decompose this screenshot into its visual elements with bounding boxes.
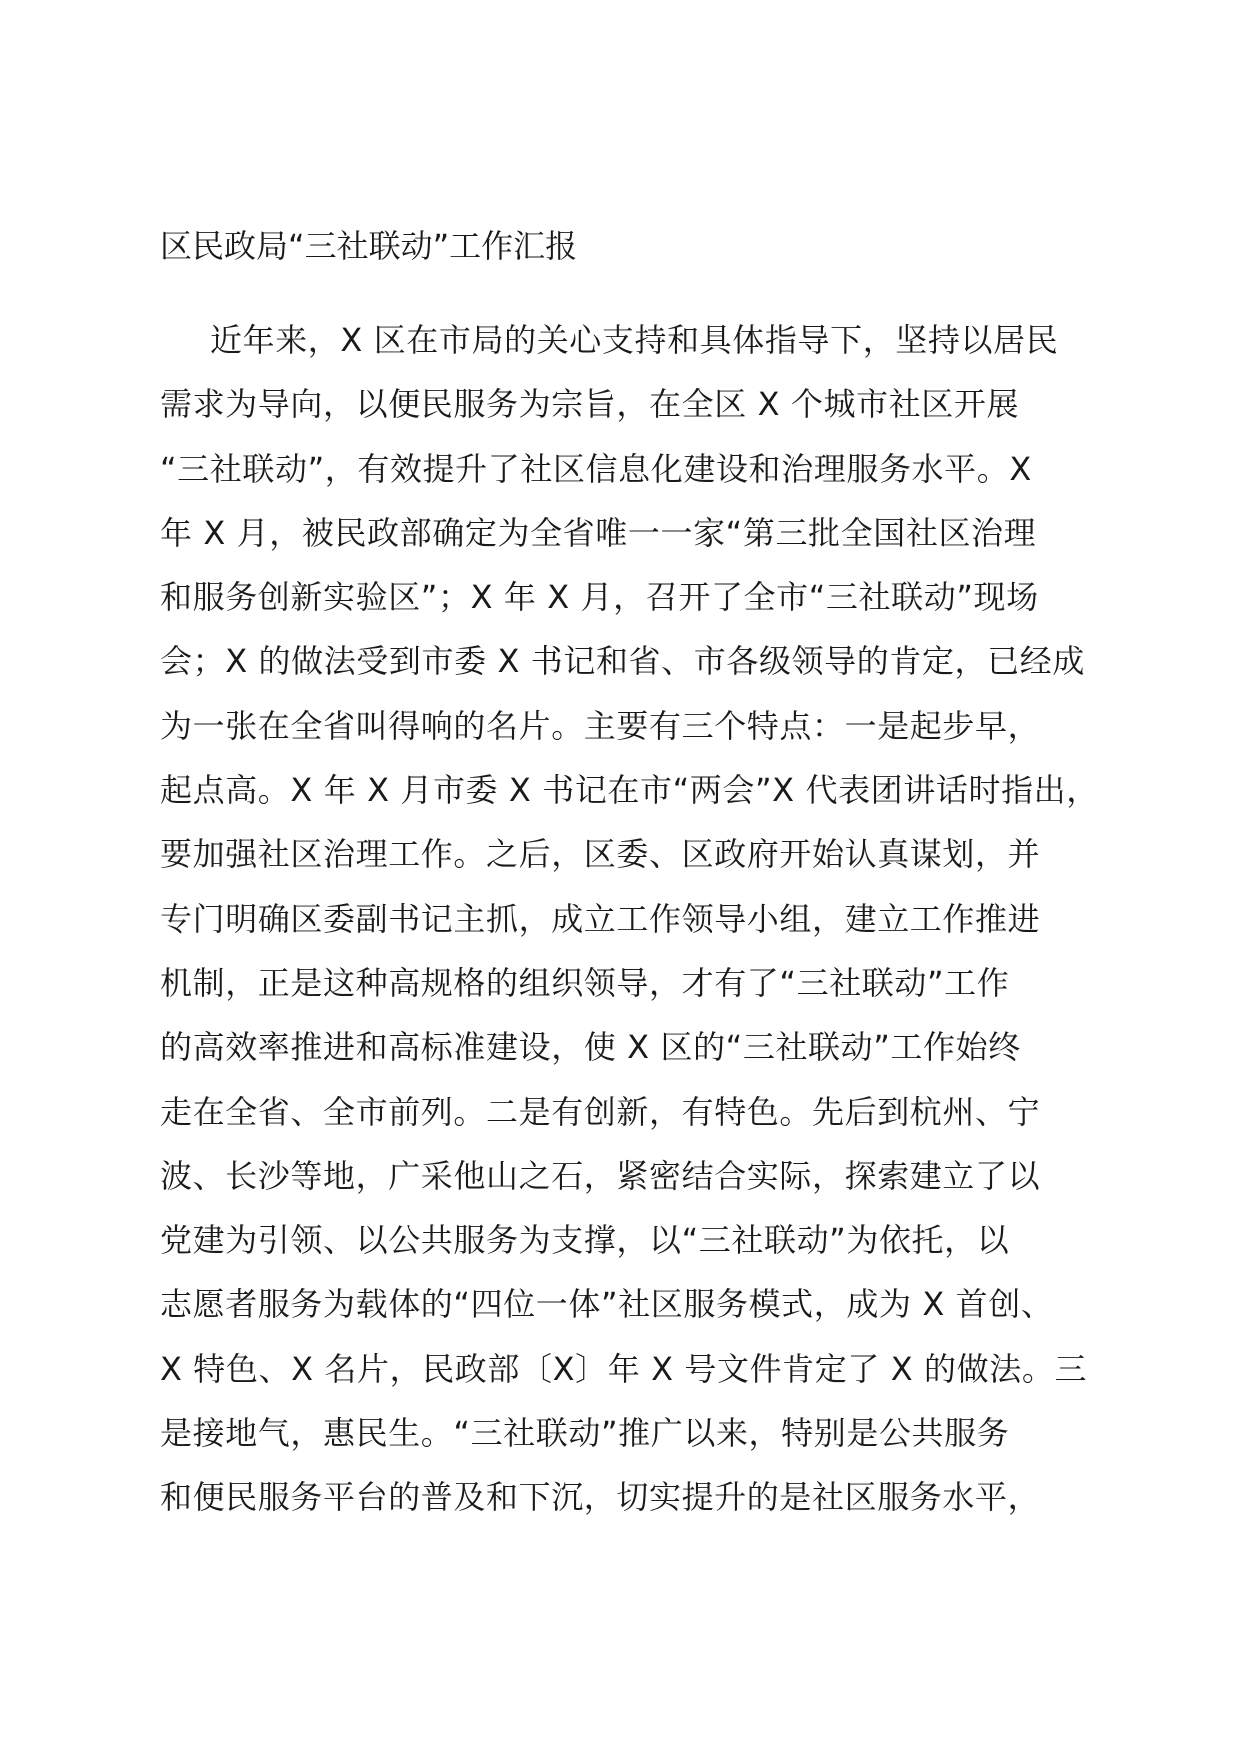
body-line: 起点高。X 年 X 月市委 X 书记在市“两会”X 代表团讲话时指出， xyxy=(160,771,1099,810)
body-line: 会；X 的做法受到市委 X 书记和省、市各级领导的肯定，已经成 xyxy=(160,642,1085,681)
body-line: 是接地气，惠民生。“三社联动”推广以来，特别是公共服务 xyxy=(160,1414,1010,1453)
body-line: 近年来，X 区在市局的关心支持和具体指导下，坚持以居民 xyxy=(210,321,1059,359)
body-line: 和便民服务平台的普及和下沉，切实提升的是社区服务水平， xyxy=(160,1478,1041,1517)
body-line: 为一张在全省叫得响的名片。主要有三个特点：一是起步早， xyxy=(160,706,1041,745)
body-line: 年 X 月，被民政部确定为全省唯一一家“第三批全国社区治理 xyxy=(160,513,1037,552)
body-line: 专门明确区委副书记主抓，成立工作领导小组，建立工作推进 xyxy=(160,899,1041,938)
body-line: “三社联动”，有效提升了社区信息化建设和治理服务水平。X xyxy=(160,449,1032,488)
document-body xyxy=(160,308,1120,1530)
body-line: 的高效率推进和高标准建设，使 X 区的“三社联动”工作始终 xyxy=(160,1028,1021,1067)
body-line: 和服务创新实验区”；X 年 X 月，召开了全市“三社联动”现场 xyxy=(160,578,1039,617)
body-line: 志愿者服务为载体的“四位一体”社区服务模式，成为 X 首创、 xyxy=(160,1285,1054,1324)
body-line: 党建为引领、以公共服务为支撑，以“三社联动”为依托，以 xyxy=(160,1221,1010,1260)
body-line: 要加强社区治理工作。之后，区委、区政府开始认真谋划，并 xyxy=(160,835,1041,874)
body-line: 需求为导向，以便民服务为宗旨，在全区 X 个城市社区开展 xyxy=(160,385,1020,424)
body-line: X 特色、X 名片，民政部〔X〕年 X 号文件肯定了 X 的做法。三 xyxy=(160,1349,1088,1388)
body-line: 机制，正是这种高规格的组织领导，才有了“三社联动”工作 xyxy=(160,963,1010,1002)
document-title: 区民政局“三社联动”工作汇报 xyxy=(160,227,578,265)
body-line: 走在全省、全市前列。二是有创新，有特色。先后到杭州、宁 xyxy=(160,1092,1041,1131)
body-line: 波、长沙等地，广采他山之石，紧密结合实际，探索建立了以 xyxy=(160,1156,1041,1195)
